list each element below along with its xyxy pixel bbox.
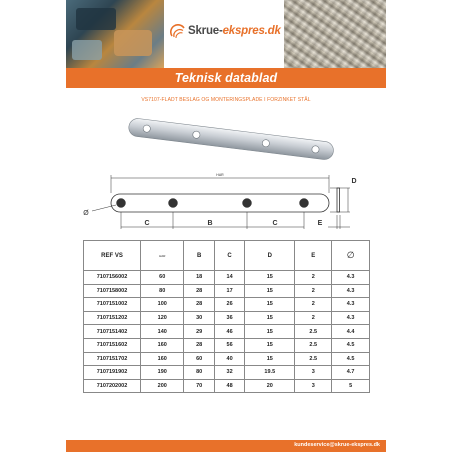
cell-har: 60	[141, 271, 184, 285]
banner-title: Teknisk datablad	[174, 71, 278, 85]
cell-b: 30	[184, 311, 214, 325]
cell-diameter: 4.3	[332, 298, 370, 312]
table-row	[84, 338, 370, 352]
cell-diameter: 4.3	[332, 271, 370, 285]
table-row	[84, 284, 370, 298]
cell-e: 3	[295, 366, 332, 380]
cell-b: 29	[184, 325, 214, 339]
cell-c: 17	[214, 284, 244, 298]
c-label-right: C	[272, 220, 278, 227]
cell-b: 60	[184, 352, 214, 366]
cell-ref: 7107151002	[84, 298, 141, 312]
technical-drawing	[66, 165, 386, 237]
diameter-label: Ø	[83, 210, 89, 217]
col-header-ref: REF VS	[84, 241, 141, 271]
cell-ref: 7107191902	[84, 366, 141, 380]
cell-ref: 7107151402	[84, 325, 141, 339]
cell-e: 2.5	[295, 338, 332, 352]
title-banner	[66, 68, 386, 88]
cell-c: 36	[214, 311, 244, 325]
cell-e: 2.5	[295, 325, 332, 339]
cell-ref: 7107151202	[84, 311, 141, 325]
cell-c: 40	[214, 352, 244, 366]
bracket-photo	[66, 118, 386, 163]
cell-e: 2	[295, 284, 332, 298]
cell-ref: 7107156002	[84, 271, 141, 285]
table-header-row	[84, 241, 370, 271]
c-label-left: C	[144, 220, 150, 227]
logo	[164, 0, 284, 68]
cell-e: 2	[295, 271, 332, 285]
cell-d: 15	[245, 338, 295, 352]
cell-b: 70	[184, 379, 214, 393]
cell-har: 200	[141, 379, 184, 393]
cell-har: 100	[141, 298, 184, 312]
cell-har: 160	[141, 352, 184, 366]
cell-b: 28	[184, 284, 214, 298]
product-subtitle: VS7107-FLADT BESLAG OG MONTERINGSPLADE I FORZINKET STÅL	[141, 97, 311, 103]
cell-d: 15	[245, 352, 295, 366]
cell-d: 15	[245, 298, 295, 312]
col-header-d: D	[245, 241, 295, 271]
col-header-e: E	[295, 241, 332, 271]
col-header-diameter: ∅	[332, 241, 370, 271]
cell-d: 19.5	[245, 366, 295, 380]
cell-har: 140	[141, 325, 184, 339]
cell-c: 48	[214, 379, 244, 393]
cell-diameter: 4.4	[332, 325, 370, 339]
cell-diameter: 4.5	[332, 352, 370, 366]
cell-d: 15	[245, 325, 295, 339]
table-row	[84, 352, 370, 366]
table-row	[84, 271, 370, 285]
datasheet-page	[66, 0, 386, 452]
cell-b: 28	[184, 298, 214, 312]
footer-bar	[66, 440, 386, 452]
cell-diameter: 4.3	[332, 311, 370, 325]
cell-d: 20	[245, 379, 295, 393]
logo-accent: ekspres.dk	[222, 25, 281, 37]
table-row	[84, 366, 370, 380]
logo-text	[188, 25, 281, 37]
logo-brand: Skrue-	[188, 25, 223, 37]
cell-c: 46	[214, 325, 244, 339]
spec-table	[83, 240, 370, 393]
table-row	[84, 325, 370, 339]
cell-e: 3	[295, 379, 332, 393]
col-header-c: C	[214, 241, 244, 271]
d-label: D	[351, 178, 357, 185]
support-email[interactable]: kundeservice@skrue-ekspres.dk	[294, 442, 380, 448]
cell-c: 56	[214, 338, 244, 352]
har-label: HAR	[216, 173, 224, 177]
cell-har: 160	[141, 338, 184, 352]
cell-diameter: 5	[332, 379, 370, 393]
cell-b: 28	[184, 338, 214, 352]
e-label: E	[317, 220, 323, 227]
col-header-har: HAR	[141, 241, 184, 271]
cell-diameter: 4.7	[332, 366, 370, 380]
col-header-b: B	[184, 241, 214, 271]
table-row	[84, 298, 370, 312]
cell-b: 18	[184, 271, 214, 285]
cell-e: 2	[295, 311, 332, 325]
header	[66, 0, 386, 68]
table-row	[84, 311, 370, 325]
cell-e: 2	[295, 298, 332, 312]
cell-ref: 7107151602	[84, 338, 141, 352]
cell-ref: 7107158002	[84, 284, 141, 298]
cell-d: 15	[245, 271, 295, 285]
cell-har: 120	[141, 311, 184, 325]
table-row	[84, 379, 370, 393]
cell-d: 15	[245, 311, 295, 325]
cell-e: 2.5	[295, 352, 332, 366]
cell-diameter: 4.5	[332, 338, 370, 352]
cell-diameter: 4.3	[332, 284, 370, 298]
cell-c: 32	[214, 366, 244, 380]
cell-ref: 7107151702	[84, 352, 141, 366]
cell-har: 80	[141, 284, 184, 298]
cell-b: 80	[184, 366, 214, 380]
cell-ref: 7107202002	[84, 379, 141, 393]
cell-c: 14	[214, 271, 244, 285]
cell-c: 26	[214, 298, 244, 312]
b-label: B	[207, 220, 213, 227]
cell-d: 15	[245, 284, 295, 298]
tools-photo	[66, 0, 164, 68]
screws-photo	[284, 0, 386, 68]
cell-har: 190	[141, 366, 184, 380]
screw-logo-icon	[170, 24, 186, 40]
